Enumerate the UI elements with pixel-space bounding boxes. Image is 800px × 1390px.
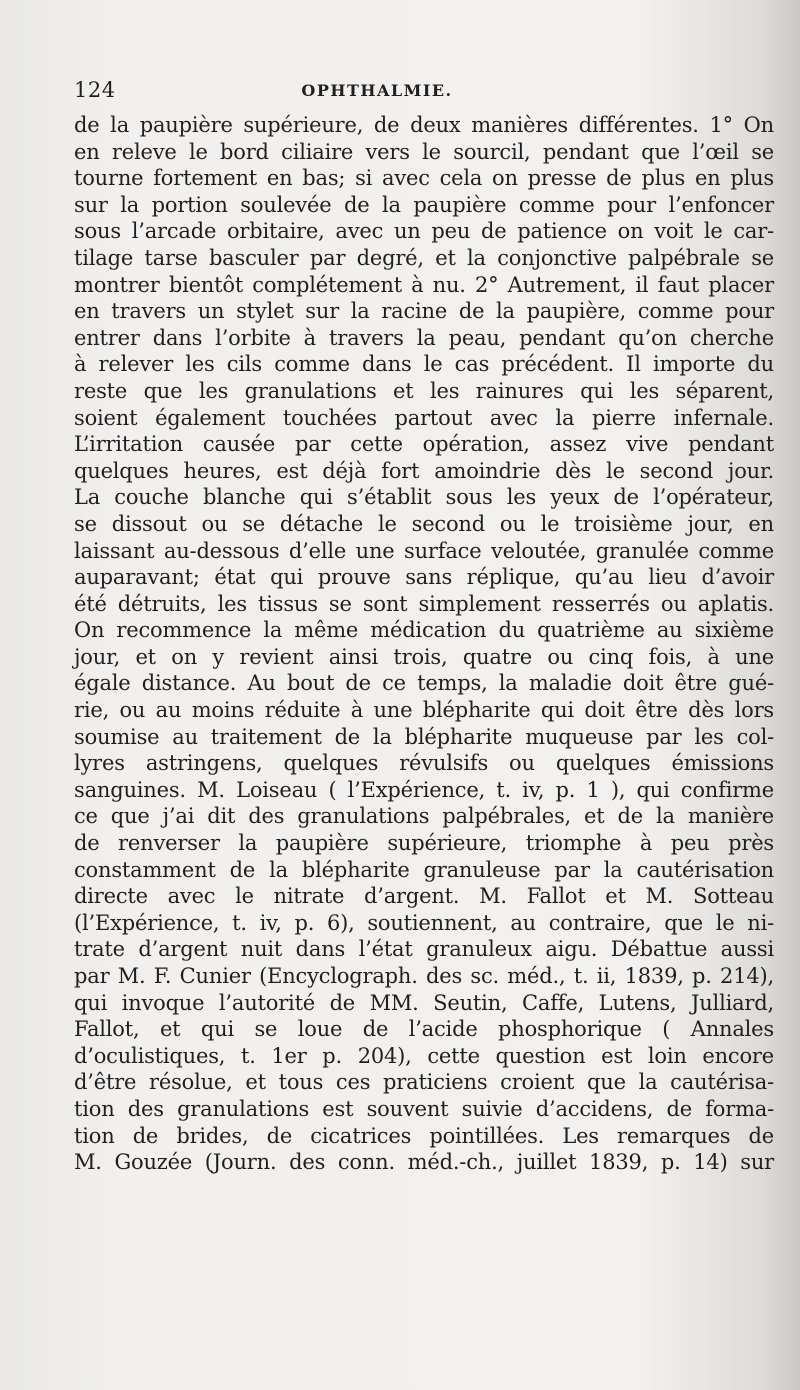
text-line: quelques heures, est déjà fort amoindrie dès le second jour. bbox=[74, 458, 774, 483]
text-line: constamment de la blépharite granuleuse par la cautérisation bbox=[74, 857, 774, 882]
page-header bbox=[72, 78, 682, 102]
text-line: tion des granulations est souvent suivie d’accidens, de forma- bbox=[74, 1096, 774, 1121]
body-text bbox=[74, 112, 774, 1176]
text-line: (l’Expérience, t. iv, p. 6), soutiennent, au contraire, que le ni- bbox=[74, 910, 774, 935]
page-number: 124 bbox=[74, 78, 116, 102]
text-line: jour, et on y revient ainsi trois, quatre ou cinq fois, à une bbox=[74, 644, 774, 669]
text-line: par M. F. Cunier (Encyclograph. des sc. méd., t. ii, 1839, p. 214), bbox=[74, 964, 774, 988]
text-line: sous l’arcade orbitaire, avec un peu de patience on voit le car- bbox=[74, 219, 774, 244]
text-line: qui invoque l’autorité de MM. Seutin, Caffe, Lutens, Julliard, bbox=[74, 990, 774, 1015]
text-line: égale distance. Au bout de ce temps, la maladie doit être gué- bbox=[74, 671, 774, 696]
text-line: auparavant; état qui prouve sans réplique, qu’au lieu d’avoir bbox=[74, 565, 774, 590]
text-line: tourne fortement en bas; si avec cela on presse de plus en plus bbox=[74, 166, 774, 191]
text-line: tion de brides, de cicatrices pointillées. Les remarques de bbox=[74, 1123, 774, 1148]
text-line: d’oculistiques, t. 1er p. 204), cette question est loin encore bbox=[74, 1043, 774, 1068]
text-line: à relever les cils comme dans le cas précédent. Il importe du bbox=[74, 352, 774, 377]
text-line: se dissout ou se détache le second ou le troisième jour, en bbox=[74, 511, 774, 536]
text-line: rie, ou au moins réduite à une blépharite qui doit être dès lors bbox=[74, 698, 774, 723]
text-line: soumise au traitement de la blépharite muqueuse par les col- bbox=[74, 724, 774, 749]
text-line: lyres astringens, quelques révulsifs ou quelques émissions bbox=[74, 751, 774, 776]
text-line: ce que j’ai dit des granulations palpébrales, et de la manière bbox=[74, 804, 774, 829]
text-line: soient également touchées partout avec la pierre infernale. bbox=[74, 405, 774, 430]
text-line: reste que les granulations et les rainures qui les séparent, bbox=[74, 378, 774, 403]
text-line: sanguines. M. Loiseau ( l’Expérience, t. iv, p. 1 ), qui confirme bbox=[74, 777, 774, 802]
text-line: sur la portion soulevée de la paupière comme pour l’enfoncer bbox=[74, 192, 774, 217]
text-line: directe avec le nitrate d’argent. M. Fallot et M. Sotteau bbox=[74, 884, 774, 909]
text-line: entrer dans l’orbite à travers la peau, pendant qu’on cherche bbox=[74, 325, 774, 350]
text-line: d’être résolue, et tous ces praticiens croient que la cautérisa- bbox=[74, 1070, 774, 1095]
text-line: M. Gouzée (Journ. des conn. méd.-ch., juillet 1839, p. 14) sur bbox=[74, 1150, 774, 1175]
text-line: montrer bientôt complétement à nu. 2° Autrement, il faut placer bbox=[74, 272, 774, 297]
running-title: OPHTHALMIE. bbox=[301, 81, 453, 100]
text-line: de renverser la paupière supérieure, triomphe à peu près bbox=[74, 831, 774, 856]
text-line: tilage tarse basculer par degré, et la conjonctive palpébrale se bbox=[74, 245, 774, 270]
text-line: trate d’argent nuit dans l’état granuleux aigu. Débattue aussi bbox=[74, 937, 774, 962]
text-line: Fallot, et qui se loue de l’acide phosphorique ( Annales bbox=[74, 1017, 774, 1042]
text-line: été détruits, les tissus se sont simplement resserrés ou aplatis. bbox=[74, 591, 774, 616]
text-line: La couche blanche qui s’établit sous les yeux de l’opérateur, bbox=[74, 485, 774, 510]
text-line: laissant au-dessous d’elle une surface veloutée, granulée comme bbox=[74, 538, 774, 563]
text-line: en travers un stylet sur la racine de la paupière, comme pour bbox=[74, 299, 774, 324]
text-line: de la paupière supérieure, de deux manières différentes. 1° On bbox=[74, 113, 774, 137]
text-line: On recommence la même médication du quatrième au sixième bbox=[74, 618, 774, 643]
text-line: L’irritation causée par cette opération, assez vive pendant bbox=[74, 432, 774, 457]
text-line: en releve le bord ciliaire vers le sourcil, pendant que l’œil se bbox=[74, 139, 774, 164]
